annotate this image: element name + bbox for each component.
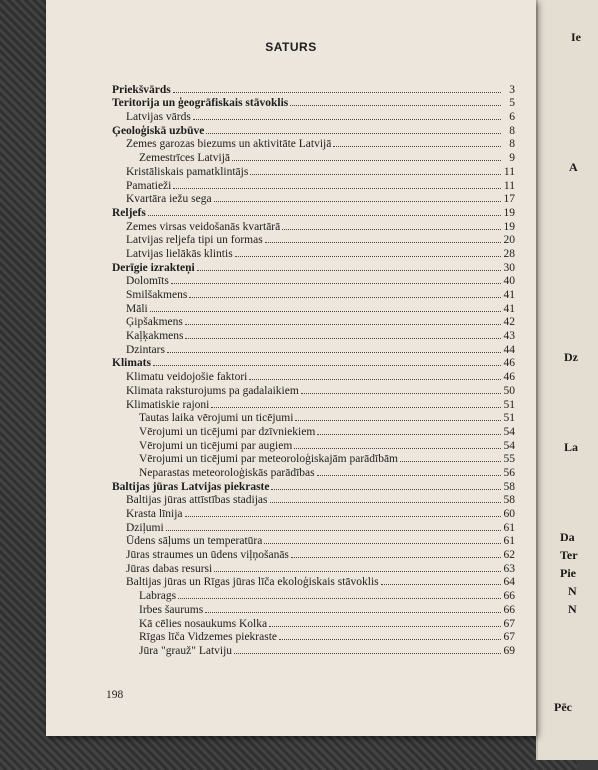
toc-entry [112, 520, 515, 534]
toc-entry-title: Kristāliskais pamatklintājs [126, 165, 249, 178]
dot-leader [173, 188, 501, 189]
dot-leader [282, 229, 501, 230]
dot-leader [381, 584, 501, 585]
toc-entry-page: 64 [503, 576, 515, 589]
right-fragment: N [568, 602, 577, 616]
toc-entry [112, 274, 515, 288]
toc-entry [112, 397, 515, 411]
page-heading: SATURS [265, 40, 317, 54]
toc-entry-title: Baltijas jūras Latvijas piekraste [112, 480, 270, 493]
right-fragment: Pie [560, 566, 576, 580]
toc-entry-title: Priekšvārds [112, 83, 171, 96]
toc-entry-page: 17 [503, 193, 515, 206]
toc-entry-title: Baltijas jūras un Rīgas jūras līča ekoloģiskais stāvoklis [126, 576, 379, 589]
toc-entry-page: 41 [503, 289, 515, 301]
toc-entry [112, 328, 515, 342]
toc-entry [112, 424, 515, 438]
dot-leader [197, 270, 501, 271]
dot-leader [400, 461, 501, 462]
toc-entry-page: 67 [503, 631, 515, 644]
toc-entry-title: Kvartāra iežu sega [126, 193, 212, 206]
toc-entry-title: Latvijas lielākās klintis [126, 247, 233, 260]
page-number-footer: 198 [106, 689, 124, 701]
toc-entry [112, 506, 515, 520]
toc-entry-page: 58 [503, 480, 515, 493]
toc-entry [112, 301, 515, 315]
dot-leader [294, 448, 501, 449]
toc-entry [112, 411, 515, 425]
toc-entry-title: Irbes šaurums [139, 603, 204, 616]
dot-leader [173, 92, 501, 93]
toc-entry-page: 8 [509, 138, 515, 151]
toc-entry-page: 40 [503, 275, 515, 288]
toc-entry-title: Krasta līnija [126, 508, 183, 520]
toc-entry [112, 588, 515, 602]
dot-leader [232, 160, 501, 161]
toc-entry [112, 137, 515, 151]
toc-entry-page: 42 [503, 316, 515, 329]
toc-entry [112, 178, 515, 192]
right-fragment: Pēc [554, 700, 572, 714]
toc-entry-title: Ģeoloģiskā uzbūve [112, 124, 205, 137]
toc-entry-page: 5 [509, 97, 515, 110]
right-fragment: Ie [571, 30, 581, 44]
toc-entry [112, 575, 515, 589]
right-fragment: A [569, 160, 578, 174]
dot-leader [214, 201, 501, 202]
dot-leader [234, 653, 501, 654]
toc-entry-title: Dziļumi [126, 521, 164, 534]
toc-entry-page: 66 [503, 590, 515, 603]
toc-entry [112, 109, 515, 123]
dot-leader [271, 489, 501, 490]
right-fragment: La [564, 440, 579, 454]
toc-entry-title: Derīgie izrakteņi [112, 261, 195, 274]
toc-entry [112, 246, 515, 260]
book-page [46, 0, 536, 736]
toc-entry [112, 602, 515, 616]
toc-entry-page: 60 [503, 508, 515, 520]
dot-leader [205, 612, 501, 613]
toc-entry [112, 438, 515, 452]
toc-entry-title: Teritorija un ģeogrāfiskais stāvoklis [112, 97, 289, 110]
toc-entry-title: Jūras straumes un ūdens viļņošanās [126, 549, 289, 562]
dot-leader [211, 407, 501, 408]
toc-entry-page: 46 [503, 371, 515, 384]
toc-entry-title: Klimats [112, 357, 151, 370]
table-of-contents [112, 82, 515, 657]
toc-entry [112, 369, 515, 383]
toc-entry [112, 643, 515, 657]
toc-entry-title: Latvijas vārds [126, 111, 191, 124]
toc-entry-title: Baltijas jūras attīstības stadijas [126, 494, 268, 507]
toc-entry-page: 50 [503, 384, 515, 397]
toc-entry-page: 43 [503, 330, 515, 343]
toc-entry-title: Zemestrīces Latvijā [139, 152, 231, 165]
toc-entry-page: 19 [503, 220, 515, 233]
toc-entry [112, 452, 515, 466]
toc-entry-page: 69 [503, 644, 515, 657]
dot-leader [290, 105, 501, 106]
toc-entry [112, 356, 515, 370]
toc-entry-title: Kaļķakmens [126, 330, 184, 343]
toc-entry-title: Ģipšakmens [126, 316, 183, 329]
toc-entry-page: 51 [503, 398, 515, 411]
toc-entry-page: 11 [503, 165, 515, 178]
toc-entry-page: 6 [509, 111, 515, 124]
toc-entry [112, 561, 515, 575]
toc-entry-title: Kā cēlies nosaukums Kolka [139, 617, 268, 630]
dot-leader [265, 242, 501, 243]
dot-leader [166, 530, 501, 531]
toc-entry-page: 19 [503, 206, 515, 219]
toc-entry-title: Jūra "grauž" Latviju [139, 644, 233, 657]
toc-entry-title: Rīgas līča Vidzemes piekraste [139, 631, 278, 644]
toc-entry [112, 465, 515, 479]
dot-leader [148, 215, 501, 216]
toc-entry-title: Vērojumi un ticējumi par dzīvniekiem [139, 425, 316, 438]
toc-entry [112, 164, 515, 178]
toc-entry-page: 54 [503, 439, 515, 452]
toc-entry-page: 28 [503, 247, 515, 260]
toc-entry-title: Dzintars [126, 343, 165, 356]
toc-entry-page: 51 [503, 412, 515, 425]
right-fragment: Da [560, 530, 575, 544]
toc-entry-page: 61 [503, 535, 515, 548]
toc-entry-title: Klimata raksturojums pa gadalaikiem [126, 384, 299, 397]
toc-entry [112, 150, 515, 164]
toc-entry [112, 82, 515, 96]
toc-entry-title: Zemes garozas biezums un aktivitāte Latvijā [126, 138, 332, 151]
dot-leader [150, 311, 501, 312]
toc-entry-page: 44 [503, 343, 515, 356]
toc-entry [112, 493, 515, 507]
toc-entry-page: 63 [503, 562, 515, 575]
toc-entry-title: Vērojumi un ticējumi par augiem [139, 439, 293, 452]
dot-leader [171, 283, 501, 284]
toc-entry-title: Dolomīts [126, 275, 169, 288]
toc-entry-page: 61 [503, 521, 515, 534]
dot-leader [301, 393, 501, 394]
dot-leader [185, 338, 501, 339]
right-fragment: N [568, 584, 577, 598]
dot-leader [214, 571, 501, 572]
right-page-edge [536, 0, 598, 760]
dot-leader [250, 174, 501, 175]
right-fragment: Dz [564, 350, 578, 364]
toc-entry-title: Zemes virsas veidošanās kvartārā [126, 220, 281, 233]
toc-entry-page: 46 [503, 357, 515, 370]
toc-entry [112, 233, 515, 247]
toc-entry-title: Māli [126, 302, 148, 315]
toc-entry-title: Tautas laika vērojumi un ticējumi [139, 412, 294, 425]
toc-entry-title: Ūdens sāļums un temperatūra [126, 535, 263, 548]
toc-entry-title: Vērojumi un ticējumi par meteoroloģiskajām parādībām [139, 453, 398, 466]
toc-entry-page: 55 [503, 453, 515, 466]
toc-entry-page: 54 [503, 425, 515, 438]
dot-leader [249, 379, 501, 380]
toc-entry [112, 342, 515, 356]
toc-entry [112, 219, 515, 233]
toc-entry-page: 20 [503, 234, 515, 247]
dot-leader [317, 475, 501, 476]
dot-leader [235, 256, 501, 257]
toc-entry-page: 3 [509, 83, 515, 96]
toc-entry-title: Labrags [139, 590, 177, 603]
dot-leader [279, 639, 501, 640]
toc-entry-page: 56 [503, 466, 515, 479]
toc-entry [112, 534, 515, 548]
toc-entry [112, 479, 515, 493]
toc-entry [112, 630, 515, 644]
toc-entry-title: Pamatieži [126, 179, 172, 192]
toc-entry-title: Jūras dabas resursi [126, 562, 213, 575]
toc-entry [112, 260, 515, 274]
toc-entry-title: Klimatu veidojošie faktori [126, 371, 248, 384]
dot-leader [291, 557, 501, 558]
dot-leader [185, 516, 501, 517]
toc-entry [112, 205, 515, 219]
dot-leader [167, 352, 501, 353]
toc-entry-title: Reljefs [112, 206, 146, 219]
toc-entry [112, 96, 515, 110]
dot-leader [178, 598, 501, 599]
right-fragment: Ter [560, 548, 578, 562]
dot-leader [264, 543, 501, 544]
toc-entry [112, 383, 515, 397]
toc-entry-title: Smilšakmens [126, 289, 188, 301]
toc-entry [112, 287, 515, 301]
toc-entry [112, 315, 515, 329]
toc-entry-page: 30 [503, 261, 515, 274]
toc-entry-page: 41 [503, 302, 515, 315]
dot-leader [206, 133, 501, 134]
dot-leader [333, 146, 501, 147]
toc-entry [112, 616, 515, 630]
toc-entry-page: 58 [503, 494, 515, 507]
toc-entry-page: 8 [509, 124, 515, 137]
toc-entry-page: 67 [503, 617, 515, 630]
dot-leader [193, 119, 501, 120]
dot-leader [185, 324, 501, 325]
toc-entry-page: 9 [509, 152, 515, 165]
toc-entry-title: Klimatiskie rajoni [126, 398, 210, 411]
toc-entry [112, 192, 515, 206]
dot-leader [270, 502, 502, 503]
toc-entry [112, 123, 515, 137]
toc-entry [112, 547, 515, 561]
dot-leader [295, 420, 501, 421]
toc-entry-page: 62 [503, 549, 515, 562]
toc-entry-page: 11 [503, 179, 515, 192]
dot-leader [153, 365, 501, 366]
toc-entry-page: 66 [503, 603, 515, 616]
dot-leader [269, 626, 501, 627]
toc-entry-title: Latvijas reljefa tipi un formas [126, 234, 263, 247]
dot-leader [317, 434, 501, 435]
toc-entry-title: Neparastas meteoroloģiskās parādības [139, 466, 315, 479]
dot-leader [189, 297, 501, 298]
